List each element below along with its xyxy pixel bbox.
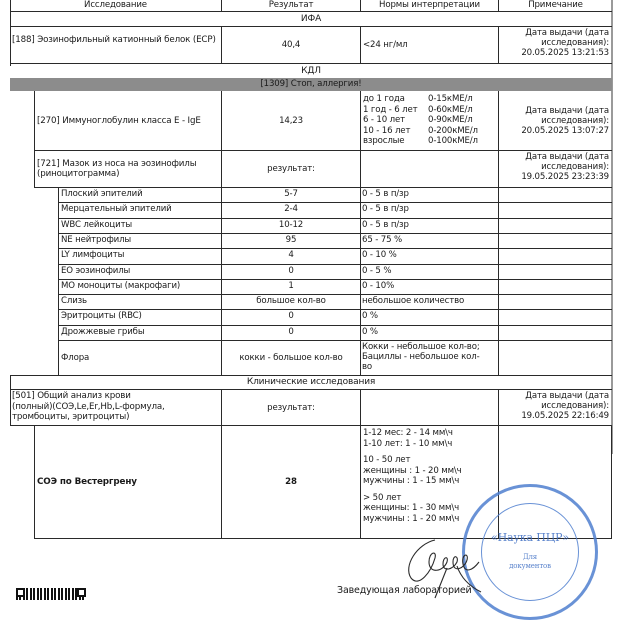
test-name-line: (риноцитограмма) — [37, 169, 120, 179]
section-title-clinical: Клинические исследования — [246, 377, 376, 387]
test-result-esr: 28 — [285, 477, 297, 487]
test-name-ige: [270] Иммуноглобулин класса E - IgE — [37, 116, 201, 126]
norm-range: 0-90кМЕ/л — [428, 115, 473, 126]
row-result: 2-4 — [284, 204, 298, 214]
test-result-ecp: 40,4 — [281, 40, 301, 50]
border — [34, 91, 35, 150]
note-line: Дата выдачи (дата — [525, 28, 609, 38]
row-name: Дрожжевые грибы — [61, 327, 145, 337]
note-line: исследования): — [541, 162, 609, 172]
row-norm: 0 % — [362, 327, 378, 337]
stamp-for-docs: документов — [509, 562, 551, 570]
panel-header-stop-allergy: [1309] Стоп, аллергия! — [10, 78, 612, 91]
signatory-title: Заведующая лабораторией — [337, 585, 472, 596]
norm-line: женщины: 1 - 30 мм\ч — [363, 503, 459, 513]
test-result-nasal-smear: результат: — [267, 164, 315, 174]
note-line: исследования): — [541, 401, 609, 411]
norm-range: 0-60кМЕ/л — [428, 104, 473, 115]
border — [58, 294, 612, 295]
test-note-cbc — [499, 391, 611, 425]
row-result: 10-12 — [278, 220, 304, 230]
test-name-esr: СОЭ по Вестергрену — [37, 477, 137, 487]
row-name: Плоский эпителий — [61, 189, 143, 199]
test-name-ecp: [188] Эозинофильный катионный белок (ECP) — [12, 35, 216, 45]
row-norm: 0 - 10 % — [362, 250, 397, 260]
test-name-line: (полный)(СОЭ,Le,Er,Hb,L-формула, — [12, 401, 165, 412]
border — [10, 12, 11, 66]
norm-line: мужчины : 1 - 20 мм\ч — [363, 513, 460, 524]
border — [58, 187, 59, 375]
test-note-ige — [499, 92, 611, 150]
norm-line: женщины : 1 - 20 мм\ч — [363, 465, 462, 476]
row-result: 0 — [288, 266, 294, 276]
test-norm-ecp: <24 нг/мл — [363, 40, 408, 50]
border — [58, 279, 612, 280]
row-name: Эритроциты (RBC) — [61, 311, 142, 321]
test-note-ecp — [499, 28, 611, 64]
row-name: EO эозинофилы — [61, 266, 131, 276]
test-result-cbc: результат: — [267, 402, 315, 413]
norm-range: 0-100кМЕ/л — [428, 136, 478, 147]
row-norm: 0 - 5 в п/зр — [362, 189, 409, 199]
column-header-norms: Нормы интерпретации — [379, 0, 480, 10]
border — [58, 264, 612, 265]
stamp-org-name: «Наука ПЦР» — [491, 531, 569, 544]
border — [58, 248, 612, 249]
row-result: большое кол-во — [256, 296, 326, 306]
row-name: Слизь — [61, 296, 87, 306]
column-header-study: Исследование — [84, 0, 147, 10]
test-note-nasal-smear — [499, 152, 611, 188]
norm-line: 10 - 50 лет — [363, 455, 411, 465]
row-name: Мерцательный эпителий — [61, 204, 172, 214]
stamp-for-docs: Для — [522, 553, 538, 561]
border — [498, 187, 499, 375]
norm-age: 6 - 10 лет — [363, 115, 405, 126]
row-norm: 0 - 5 в п/зр — [362, 204, 409, 214]
border — [58, 202, 612, 203]
row-name: Флора — [61, 352, 90, 363]
note-line: 19.05.2025 23:23:39 — [521, 172, 609, 182]
column-header-result: Результат — [268, 0, 314, 10]
row-result: 95 — [285, 235, 297, 245]
norm-line: 1-10 лет: 1 - 10 мм\ч — [363, 438, 453, 449]
border — [221, 150, 222, 187]
section-title-ifa: ИФА — [300, 14, 322, 24]
note-line: Дата выдачи (дата — [525, 391, 609, 401]
row-result: 5-7 — [284, 189, 298, 199]
row-norm: небольшое количество — [362, 296, 465, 306]
row-norm: 65 - 75 % — [362, 235, 402, 245]
test-norm-ige — [363, 94, 498, 150]
norm-age: взрослые — [363, 136, 405, 147]
test-name-line: [501] Общий анализ крови — [12, 391, 131, 401]
row-result: 0 — [288, 311, 294, 321]
norm-range: 0-15кМЕ/л — [428, 94, 473, 104]
norm-range: 0-200кМЕ/л — [428, 125, 478, 136]
border — [58, 233, 612, 234]
border — [221, 26, 222, 63]
border — [498, 150, 499, 187]
border — [221, 91, 222, 150]
norm-line: во — [362, 362, 373, 372]
border — [221, 389, 222, 425]
note-line: Дата выдачи (дата — [525, 152, 609, 162]
border — [360, 26, 361, 63]
border — [360, 150, 361, 187]
test-name-line: [721] Мазок из носа на эозинофилы — [37, 159, 197, 169]
test-name-line: тромбоциты, эритроциты) — [12, 412, 130, 422]
row-result: 1 — [288, 281, 294, 291]
border — [360, 187, 361, 375]
border — [34, 150, 35, 187]
norm-line: > 50 лет — [363, 492, 402, 503]
border — [360, 91, 361, 150]
row-result: кокки - большое кол-во — [239, 352, 343, 363]
note-line: 20.05.2025 13:07:27 — [521, 126, 609, 136]
note-line: исследования): — [541, 116, 609, 126]
note-line: 20.05.2025 13:21:53 — [521, 48, 609, 58]
norm-line: мужчины : 1 - 15 мм\ч — [363, 476, 460, 486]
note-line: Дата выдачи (дата — [525, 106, 609, 116]
row-name: MO моноциты (макрофаги) — [61, 281, 181, 291]
norm-age: 10 - 16 лет — [363, 125, 411, 136]
border — [34, 425, 35, 538]
test-result-ige: 14,23 — [279, 116, 303, 126]
border — [498, 389, 499, 425]
border — [498, 26, 499, 63]
norm-line: Кокки - небольшое кол-во; — [362, 342, 480, 352]
test-name-cbc — [12, 391, 221, 425]
note-line: исследования): — [541, 38, 609, 48]
note-line: 19.05.2025 22:16:49 — [521, 411, 609, 421]
border — [34, 187, 612, 188]
norm-line: 1-12 мес: 2 - 14 мм\ч — [363, 428, 453, 438]
column-header-note: Примечание — [528, 0, 583, 10]
norm-age: 1 год - 6 лет — [363, 104, 418, 115]
signature-icon — [395, 522, 505, 600]
row-name: NE нейтрофилы — [61, 235, 132, 245]
norm-age: до 1 года — [363, 94, 405, 104]
section-title-kdl: КДЛ — [301, 66, 321, 76]
border — [58, 218, 612, 219]
qr-code — [16, 588, 86, 600]
row-norm: 0 - 10% — [362, 281, 395, 291]
row-norm: 0 - 5 % — [362, 266, 392, 276]
row-name: LY лимфоциты — [61, 250, 125, 260]
row-result: 0 — [288, 327, 294, 337]
border — [58, 325, 612, 326]
border — [498, 91, 499, 150]
row-norm — [362, 342, 498, 375]
test-name-nasal-smear — [37, 151, 221, 187]
border — [360, 425, 361, 538]
row-result: 4 — [288, 250, 294, 260]
norm-line: Бациллы - небольшое кол- — [362, 352, 480, 362]
border — [611, 425, 612, 538]
row-norm: 0 - 5 в п/зр — [362, 220, 409, 230]
row-norm: 0 % — [362, 311, 378, 321]
row-name: WBC лейкоциты — [61, 220, 133, 230]
border — [360, 389, 361, 425]
border — [58, 309, 612, 310]
